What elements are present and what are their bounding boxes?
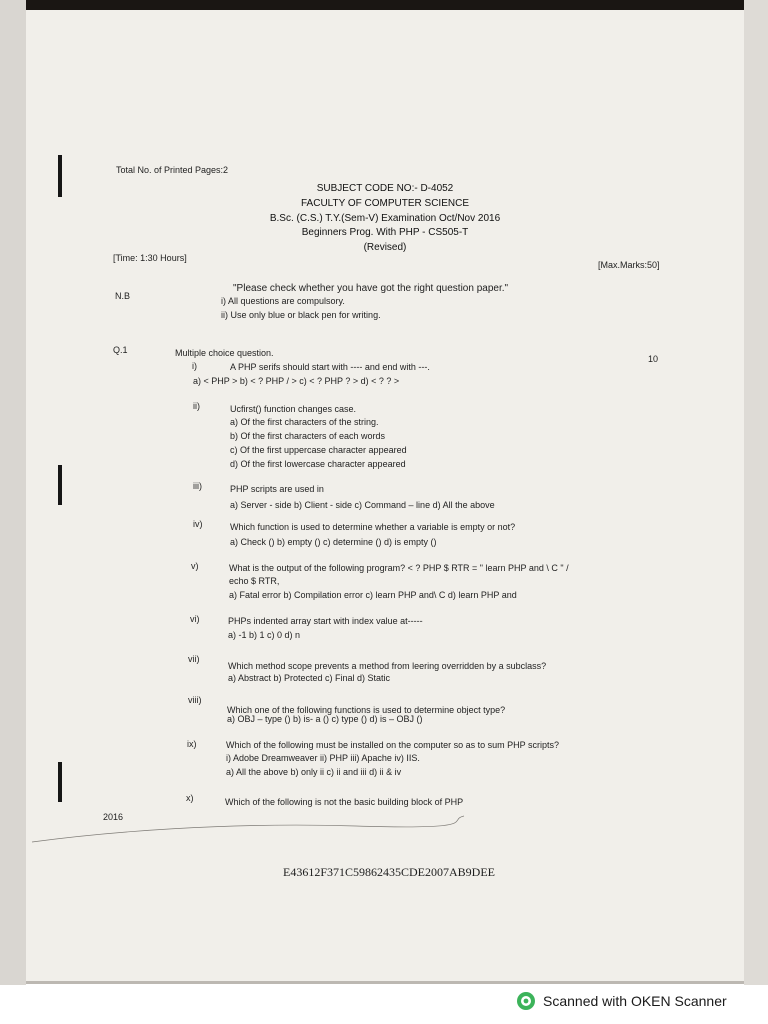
oken-scanner-logo-icon <box>516 991 536 1011</box>
footer-year: 2016 <box>103 812 124 822</box>
scanner-watermark-text: Scanned with OKEN Scanner <box>543 993 727 1009</box>
question-number: vi) <box>190 614 200 624</box>
margin-mark <box>58 762 62 802</box>
margin-mark <box>58 465 62 505</box>
note-item: ii) Use only blue or black pen for writing. <box>221 310 381 320</box>
question-text: Which of the following is not the basic building block of PHP <box>225 797 464 807</box>
question-option: b) Of the first characters of each words <box>230 431 386 441</box>
exam-title: B.Sc. (C.S.) T.Y.(Sem-V) Examination Oct/Nov 2016 <box>269 213 501 224</box>
time-label: [Time: 1:30 Hours] <box>113 253 187 263</box>
question-option: a) OBJ – type () b) is- a () c) type () d) is – OBJ () <box>227 714 423 724</box>
question-text: Which of the following must be installed on the computer so as to sum PHP scripts? <box>226 740 559 750</box>
q1-title: Multiple choice question. <box>175 348 274 358</box>
question-option: a) Of the first characters of the string. <box>230 417 379 427</box>
note-item: i) All questions are compulsory. <box>221 296 345 306</box>
question-option: a) Server - side b) Client - side c) Command – line d) All the above <box>230 500 495 510</box>
max-marks-label: [Max.Marks:50] <box>598 260 660 270</box>
question-text: Which method scope prevents a method from leering overridden by a subclass? <box>228 661 547 671</box>
question-number: iv) <box>193 519 203 529</box>
question-option: a) Abstract b) Protected c) Final d) Static <box>228 673 391 683</box>
scan-right-margin <box>744 0 768 985</box>
course-title: Beginners Prog. With PHP - CS505-T <box>301 227 469 238</box>
check-instruction: "Please check whether you have got the right question paper." <box>233 283 509 294</box>
question-option: a) Check () b) empty () c) determine () d) is empty () <box>230 537 437 547</box>
question-text: PHPs indented array start with index value at----- <box>228 616 423 626</box>
nb-label: N.B <box>115 291 131 301</box>
q1-label: Q.1 <box>113 345 128 355</box>
subject-code: SUBJECT CODE NO:- D-4052 <box>316 183 454 194</box>
question-option: a) Fatal error b) Compilation error c) learn PHP and\ C d) learn PHP and <box>229 590 517 600</box>
q1-marks: 10 <box>648 354 659 364</box>
faculty-title: FACULTY OF COMPUTER SCIENCE <box>301 198 469 209</box>
question-number: x) <box>186 793 194 803</box>
question-text: Which one of the following functions is used to determine object type? <box>227 705 506 715</box>
footer-code: E43612F371C59862435CDE2007AB9DEE <box>283 865 496 879</box>
scanner-watermark <box>516 990 727 1012</box>
question-option: a) All the above b) only ii c) ii and iii d) ii & iv <box>226 767 402 777</box>
question-number: viii) <box>188 695 202 705</box>
question-option: a) < PHP > b) < ? PHP / > c) < ? PHP ? > d) < ? ? > <box>193 376 400 386</box>
paper-fold-crease <box>26 812 466 862</box>
question-number: ix) <box>187 739 197 749</box>
question-number: i) <box>192 361 197 371</box>
margin-mark <box>58 155 62 197</box>
question-text: A PHP serifs should start with ---- and end with ---. <box>230 362 430 372</box>
printed-pages: Total No. of Printed Pages:2 <box>116 165 229 175</box>
question-number: v) <box>191 561 199 571</box>
question-text: What is the output of the following program? < ? PHP $ RTR = " learn PHP and \ C " / <box>229 563 569 573</box>
question-text: PHP scripts are used in <box>230 484 324 494</box>
question-option: i) Adobe Dreamweaver ii) PHP iii) Apache iv) IIS. <box>226 753 420 763</box>
question-option: a) -1 b) 1 c) 0 d) n <box>228 630 301 640</box>
scan-left-margin <box>0 0 26 985</box>
question-text: Which function is used to determine whether a variable is empty or not? <box>230 522 516 532</box>
question-number: ii) <box>193 401 200 411</box>
question-number: vii) <box>188 654 200 664</box>
scan-bottom-edge <box>26 981 744 984</box>
question-number: iii) <box>193 481 202 491</box>
question-text: Ucfirst() function changes case. <box>230 404 357 414</box>
question-text-line2: echo $ RTR, <box>229 576 280 586</box>
question-option: d) Of the first lowercase character appeared <box>230 459 406 469</box>
revised-label: (Revised) <box>363 242 407 253</box>
question-option: c) Of the first uppercase character appeared <box>230 445 407 455</box>
